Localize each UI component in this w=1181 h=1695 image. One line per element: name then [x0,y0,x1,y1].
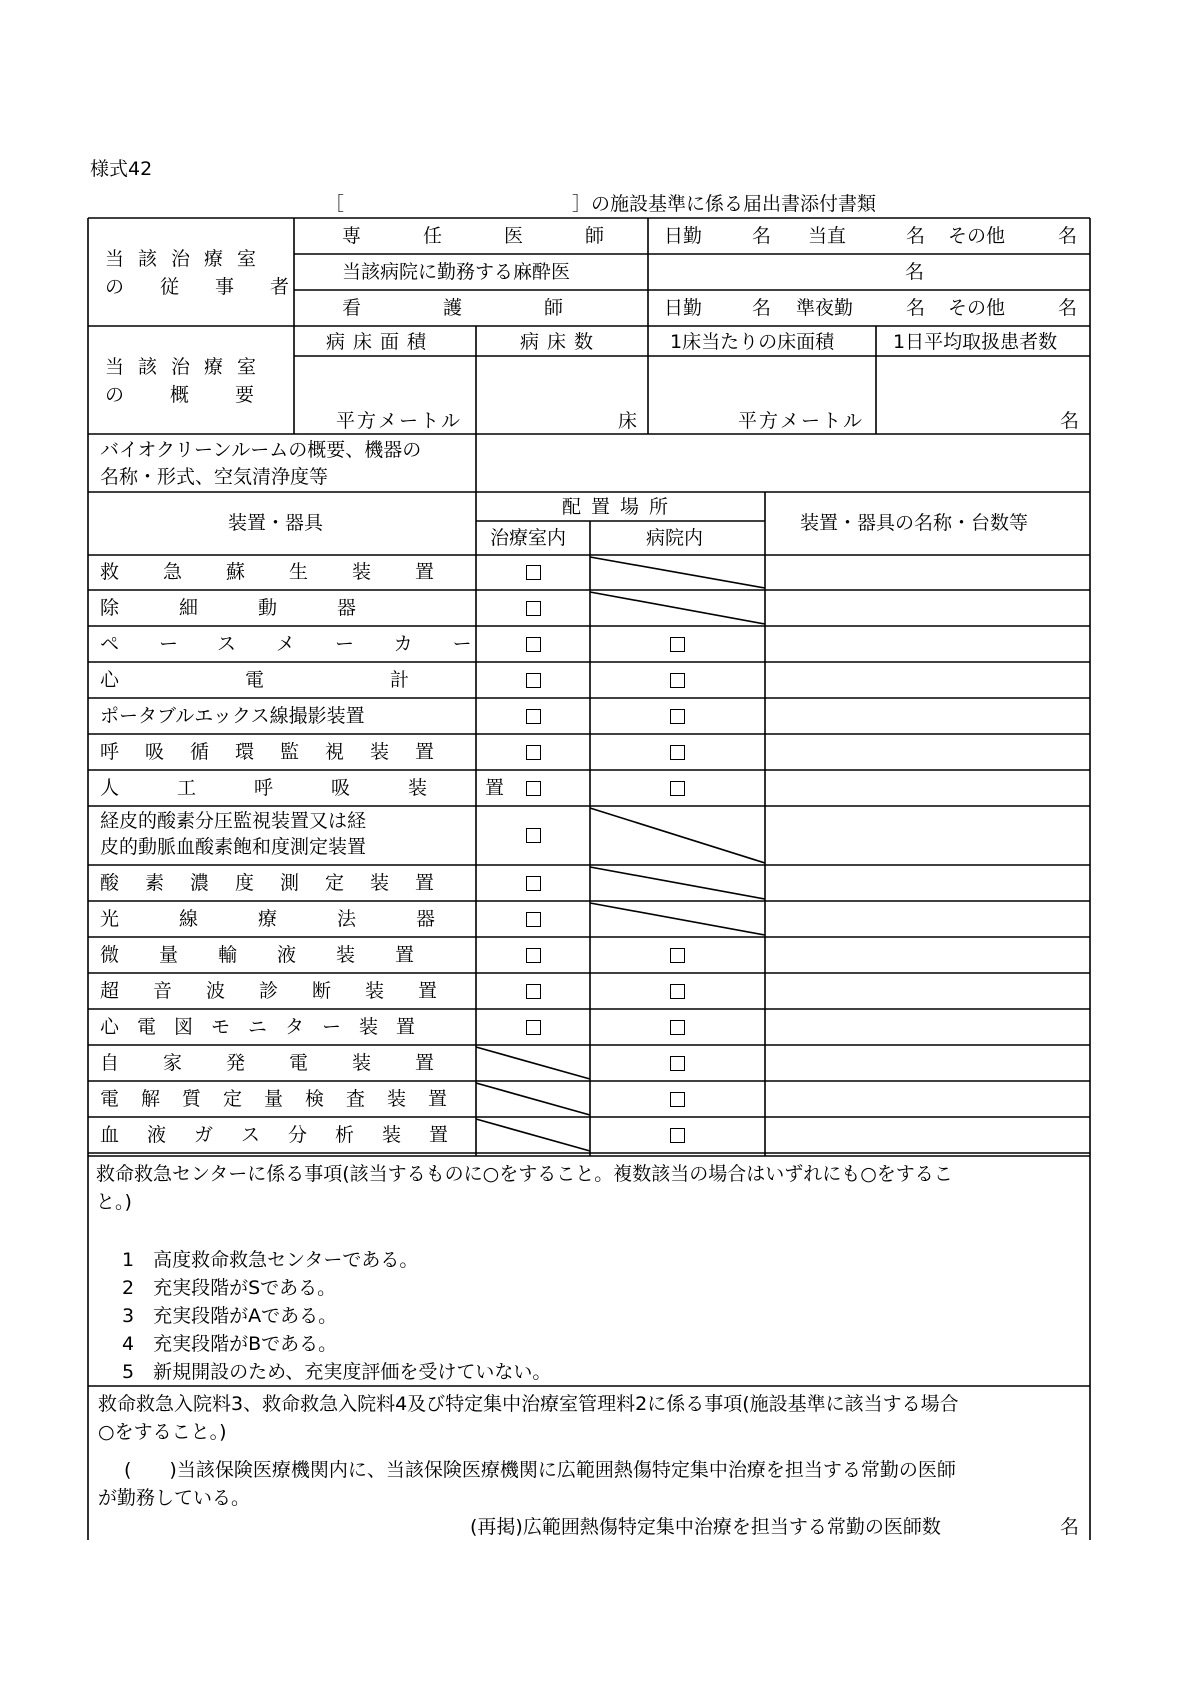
equipment-header-location: 配置場所 [562,496,679,518]
icu-checkbox[interactable] [526,601,541,616]
hospital-not-applicable-slash [590,867,765,899]
burn-care-intro-line2: ○をすること。) [98,1421,227,1443]
hospital-checkbox[interactable] [670,745,685,760]
burn-care-item [98,1456,1088,1512]
staff-role-anesthesiologist: 当該病院に勤務する麻酔医 [342,261,571,283]
staff-role-nurse: 看護師 [342,297,646,319]
nurse-evening-unit: 名 [906,297,926,319]
hospital-checkbox[interactable] [670,673,685,688]
burn-care-intro [98,1390,1088,1446]
equipment-name: 救急蘇生装置 [100,561,479,583]
staff-label [105,248,326,298]
equipment-header-hospital: 病院内 [646,527,704,549]
overview-header-area-per-bed: 1床当たりの床面積 [670,331,835,353]
burn-care-recount-unit: 名 [1060,1516,1080,1538]
equipment-name: 電解質定量検査装置 [100,1087,470,1110]
icu-checkbox[interactable] [526,745,541,760]
equipment-name: ポータブルエックス線撮影装置 [100,704,365,727]
hospital-checkbox[interactable] [670,1128,685,1143]
overview-header-daily-patients: 1日平均取扱患者数 [893,331,1058,353]
nurse-evening-label: 準夜勤 [796,297,854,319]
hospital-checkbox[interactable] [670,1020,685,1035]
icu-checkbox[interactable] [526,781,541,796]
nurse-other-unit: 名 [1058,297,1078,319]
burn-care-intro-line1: 救命救急入院料3、救命救急入院料4及び特定集中治療室管理料2に係る事項(施設基準に該当する場合 [98,1393,959,1415]
hospital-checkbox[interactable] [670,984,685,999]
doctor-other-label: その他 [948,225,1006,247]
overview-unit-bed-count: 床 [618,410,638,432]
overview-label-line1: 当該治療室 [105,356,271,378]
icu-checkbox[interactable] [526,948,541,963]
doctor-oncall-unit: 名 [906,225,926,247]
emergency-option-3: 3 充実段階がAである。 [122,1305,338,1327]
icu-checkbox[interactable] [526,912,541,927]
hospital-not-applicable-slash [590,808,765,863]
icu-checkbox[interactable] [526,709,541,724]
equipment-header-names: 装置・器具の名称・台数等 [800,512,1029,534]
equipment-name: 超音波診断装置 [100,979,472,1002]
emergency-center-intro-line2: と。) [96,1191,132,1213]
equipment-name-line2: 皮的動脈血酸素飽和度測定装置 [100,836,367,858]
icu-checkbox[interactable] [526,876,541,891]
hospital-not-applicable-slash [590,557,765,588]
equipment-name: 酸素濃度測定装置 [100,871,461,894]
staff-role-doctor: 専任医師 [342,225,667,247]
doctor-oncall-label: 当直 [808,225,847,247]
emergency-center-options [122,1246,551,1386]
emergency-center-intro [96,1160,1086,1216]
bioclean-label-line1: バイオクリーンルームの概要、機器の [100,439,422,461]
hospital-checkbox[interactable] [670,1056,685,1071]
icu-checkbox[interactable] [526,1020,541,1035]
icu-checkbox[interactable] [526,565,541,580]
doctor-dayshift-unit: 名 [752,225,772,247]
emergency-option-2: 2 充実段階がSである。 [122,1277,337,1299]
overview-header-bed-count: 病床数 [520,331,602,353]
overview-unit-daily-patients: 名 [1060,410,1080,432]
hospital-not-applicable-slash [590,903,765,935]
equipment-header-icu: 治療室内 [490,527,567,549]
hospital-checkbox[interactable] [670,1092,685,1107]
equipment-header-device: 装置・器具 [228,512,324,534]
hospital-checkbox[interactable] [670,781,685,796]
hospital-not-applicable-slash [590,592,765,624]
emergency-option-1: 1 高度救命救急センターである。 [122,1249,419,1271]
equipment-name: 心電計 [100,668,536,691]
burn-care-item-line2: が勤務している。 [98,1487,251,1509]
nurse-other-label: その他 [948,297,1006,319]
equipment-name: 呼吸循環監視装置 [100,740,461,763]
hospital-checkbox[interactable] [670,637,685,652]
equipment-name: 血液ガス分析装置 [100,1123,477,1146]
burn-care-item-line1: ( )当該保険医療機関内に、当該保険医療機関に広範囲熱傷特定集中治療を担当する常勤の医師 [124,1459,956,1481]
overview-unit-area-per-bed: 平方メートル [738,410,865,432]
overview-label [105,356,301,406]
equipment-name: 人工呼吸装置 [100,776,563,799]
equipment-name: 微量輸液装置 [100,943,455,966]
overview-unit-floor-area: 平方メートル [336,410,463,432]
bioclean-label-line2: 名称・形式、空気清浄度等 [100,466,329,488]
equipment-name: 自家発電装置 [100,1051,479,1074]
staff-label-line2: の従事者 [105,276,326,298]
anesthesiologist-unit: 名 [905,261,925,283]
doctor-dayshift-label: 日勤 [664,225,703,247]
icu-checkbox[interactable] [526,673,541,688]
hospital-checkbox[interactable] [670,948,685,963]
hospital-checkbox[interactable] [670,709,685,724]
icu-checkbox[interactable] [526,828,541,843]
emergency-option-5: 5 新規開設のため、充実度評価を受けていない。 [122,1361,552,1383]
equipment-name: 除細動器 [100,596,417,619]
overview-header-floor-area: 病床面積 [326,331,435,353]
form-id: 様式42 [90,158,153,180]
overview-label-line2: の概要 [105,384,301,406]
nurse-dayshift-unit: 名 [752,297,772,319]
nurse-dayshift-label: 日勤 [664,297,703,319]
icu-checkbox[interactable] [526,984,541,999]
equipment-name: 心電図モニター装置 [100,1015,434,1038]
icu-checkbox[interactable] [526,637,541,652]
icu-not-applicable-slash [476,1047,590,1079]
emergency-option-4: 4 充実段階がBである。 [122,1333,338,1355]
equipment-name-line1: 経皮的酸素分圧監視装置又は経 [100,810,367,832]
staff-label-line1: 当該治療室 [105,248,271,270]
document-title: ［ ］の施設基準に係る届出書添付書類 [325,193,877,215]
icu-not-applicable-slash [476,1119,590,1151]
emergency-center-intro-line1: 救命救急センターに係る事項(該当するものに○をすること。複数該当の場合はいずれにも○をするこ [96,1163,953,1185]
equipment-name: ペースメーカー [100,632,512,655]
equipment-name: 光線療法器 [100,907,496,930]
icu-not-applicable-slash [476,1083,590,1115]
doctor-other-unit: 名 [1058,225,1078,247]
burn-care-recount-label: (再掲)広範囲熱傷特定集中治療を担当する常勤の医師数 [470,1516,941,1538]
